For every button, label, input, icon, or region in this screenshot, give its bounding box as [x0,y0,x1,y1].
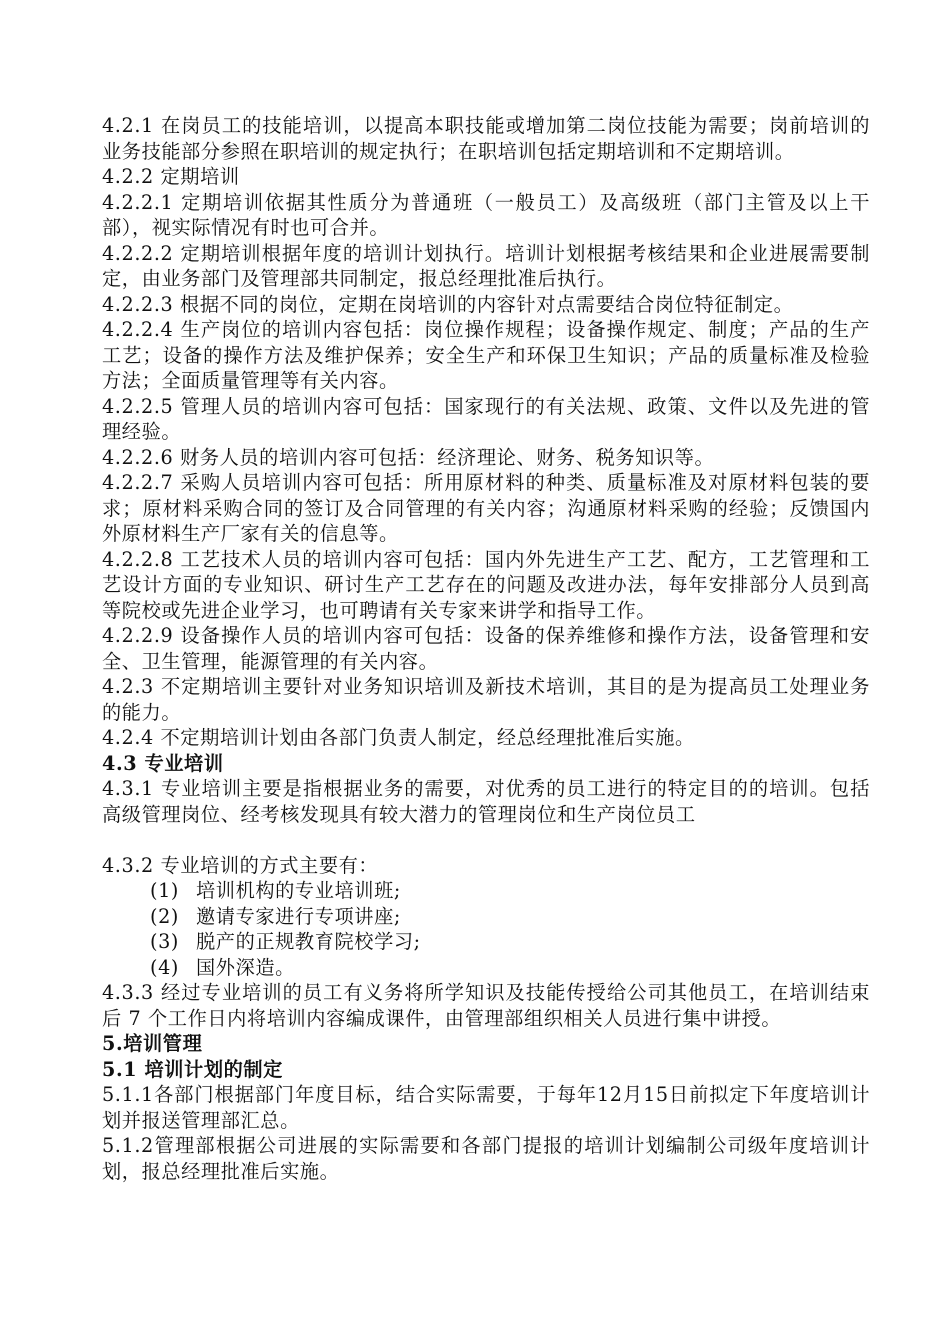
paragraph-4-3-3: 4.3.3 经过专业培训的员工有义务将所学知识及技能传授给公司其他员工，在培训结束后 7 个工作日内将培训内容编成课件，由管理部组织相关人员进行集中讲授。 [102,981,870,1030]
paragraph-4-2-2-4: 4.2.2.4 生产岗位的培训内容包括：岗位操作规程；设备操作规定、制度；产品的生产工艺；设备的操作方法及维护保养；安全生产和环保卫生知识；产品的质量标准及检验方法；全面质量管理等有关内容。 [102,318,870,392]
heading-5-1: 5.1 培训计划的制定 [102,1057,283,1081]
paragraph-4-2-2-3: 4.2.2.3 根据不同的岗位，定期在岗培训的内容针对点需要结合岗位特征制定。 [102,292,794,316]
list-item-text: 脱产的正规教育院校学习; [196,930,421,953]
list-item [102,955,870,981]
paragraph-4-2-3: 4.2.3 不定期培训主要针对业务知识培训及新技术培训，其目的是为提高员工处理业务的能力。 [102,675,870,724]
list-item-text: 邀请专家进行专项讲座; [196,904,401,928]
document-body [102,113,870,1184]
list-item-number: (4) [150,955,179,979]
list-item-number: (3) [150,930,179,953]
paragraph-4-2-2-9: 4.2.2.9 设备操作人员的培训内容可包括：设备的保养维修和操作方法，设备管理和安全、卫生管理，能源管理的有关内容。 [102,624,870,673]
paragraph-4-2-2-7: 4.2.2.7 采购人员培训内容可包括：所用原材料的种类、质量标准及对原材料包装的要求；原材料采购合同的签订及合同管理的有关内容；沟通原材料采购的经验；反馈国内外原材料生产厂家有关的信息等。 [102,471,870,545]
paragraph-4-2-2-6: 4.2.2.6 财务人员的培训内容可包括：经济理论、财务、税务知识等。 [102,445,715,469]
list-item [102,904,870,930]
paragraph-5-1-1: 5.1.1各部门根据部门年度目标，结合实际需要，于每年12月15日前拟定下年度培训计划并报送管理部汇总。 [102,1083,870,1132]
list-item [102,878,870,904]
paragraph-5-1-2: 5.1.2管理部根据公司进展的实际需要和各部门提报的培训计划编制公司级年度培训计划，报总经理批准后实施。 [102,1134,870,1183]
paragraph-4-2-2-2: 4.2.2.2 定期培训根据年度的培训计划执行。培训计划根据考核结果和企业进展需要制定，由业务部门及管理部共同制定，报总经理批准后执行。 [102,241,870,290]
list-item-number: (2) [150,904,179,928]
paragraph-4-2-1: 4.2.1 在岗员工的技能培训，以提高本职技能或增加第二岗位技能为需要；岗前培训的业务技能部分参照在职培训的规定执行；在职培训包括定期培训和不定期培训。 [102,114,870,163]
paragraph-4-3-1: 4.3.1 专业培训主要是指根据业务的需要，对优秀的员工进行的特定目的的培训。包括高级管理岗位、经考核发现具有较大潜力的管理岗位和生产岗位员工 [102,777,870,826]
paragraph-4-2-2-8: 4.2.2.8 工艺技术人员的培训内容可包括：国内外先进生产工艺、配方，工艺管理和工艺设计方面的专业知识、研讨生产工艺存在的问题及改进办法，每年安排部分人员到高等院校或先进企业学习，也可聘请有关专家来讲学和指导工作。 [102,547,870,622]
heading-4-3: 4.3 专业培训 [102,751,224,775]
paragraph-4-3-2: 4.3.2 专业培训的方式主要有： [102,853,379,877]
list-item-text: 培训机构的专业培训班; [196,879,401,902]
list-item-number: (1) [150,879,179,902]
paragraph-4-2-4: 4.2.4 不定期培训计划由各部门负责人制定，经总经理批准后实施。 [102,726,695,749]
blank-line [102,827,870,853]
list-item-text: 国外深造。 [196,955,295,979]
heading-5: 5.培训管理 [102,1032,203,1055]
paragraph-4-2-2-5: 4.2.2.5 管理人员的培训内容可包括：国家现行的有关法规、政策、文件以及先进的管理经验。 [102,394,870,443]
paragraph-4-2-2: 4.2.2 定期培训 [102,165,240,188]
paragraph-4-2-2-1: 4.2.2.1 定期培训依据其性质分为普通班（一般员工）及高级班（部门主管及以上干部），视实际情况有时也可合并。 [102,190,870,239]
list-item [102,929,870,955]
